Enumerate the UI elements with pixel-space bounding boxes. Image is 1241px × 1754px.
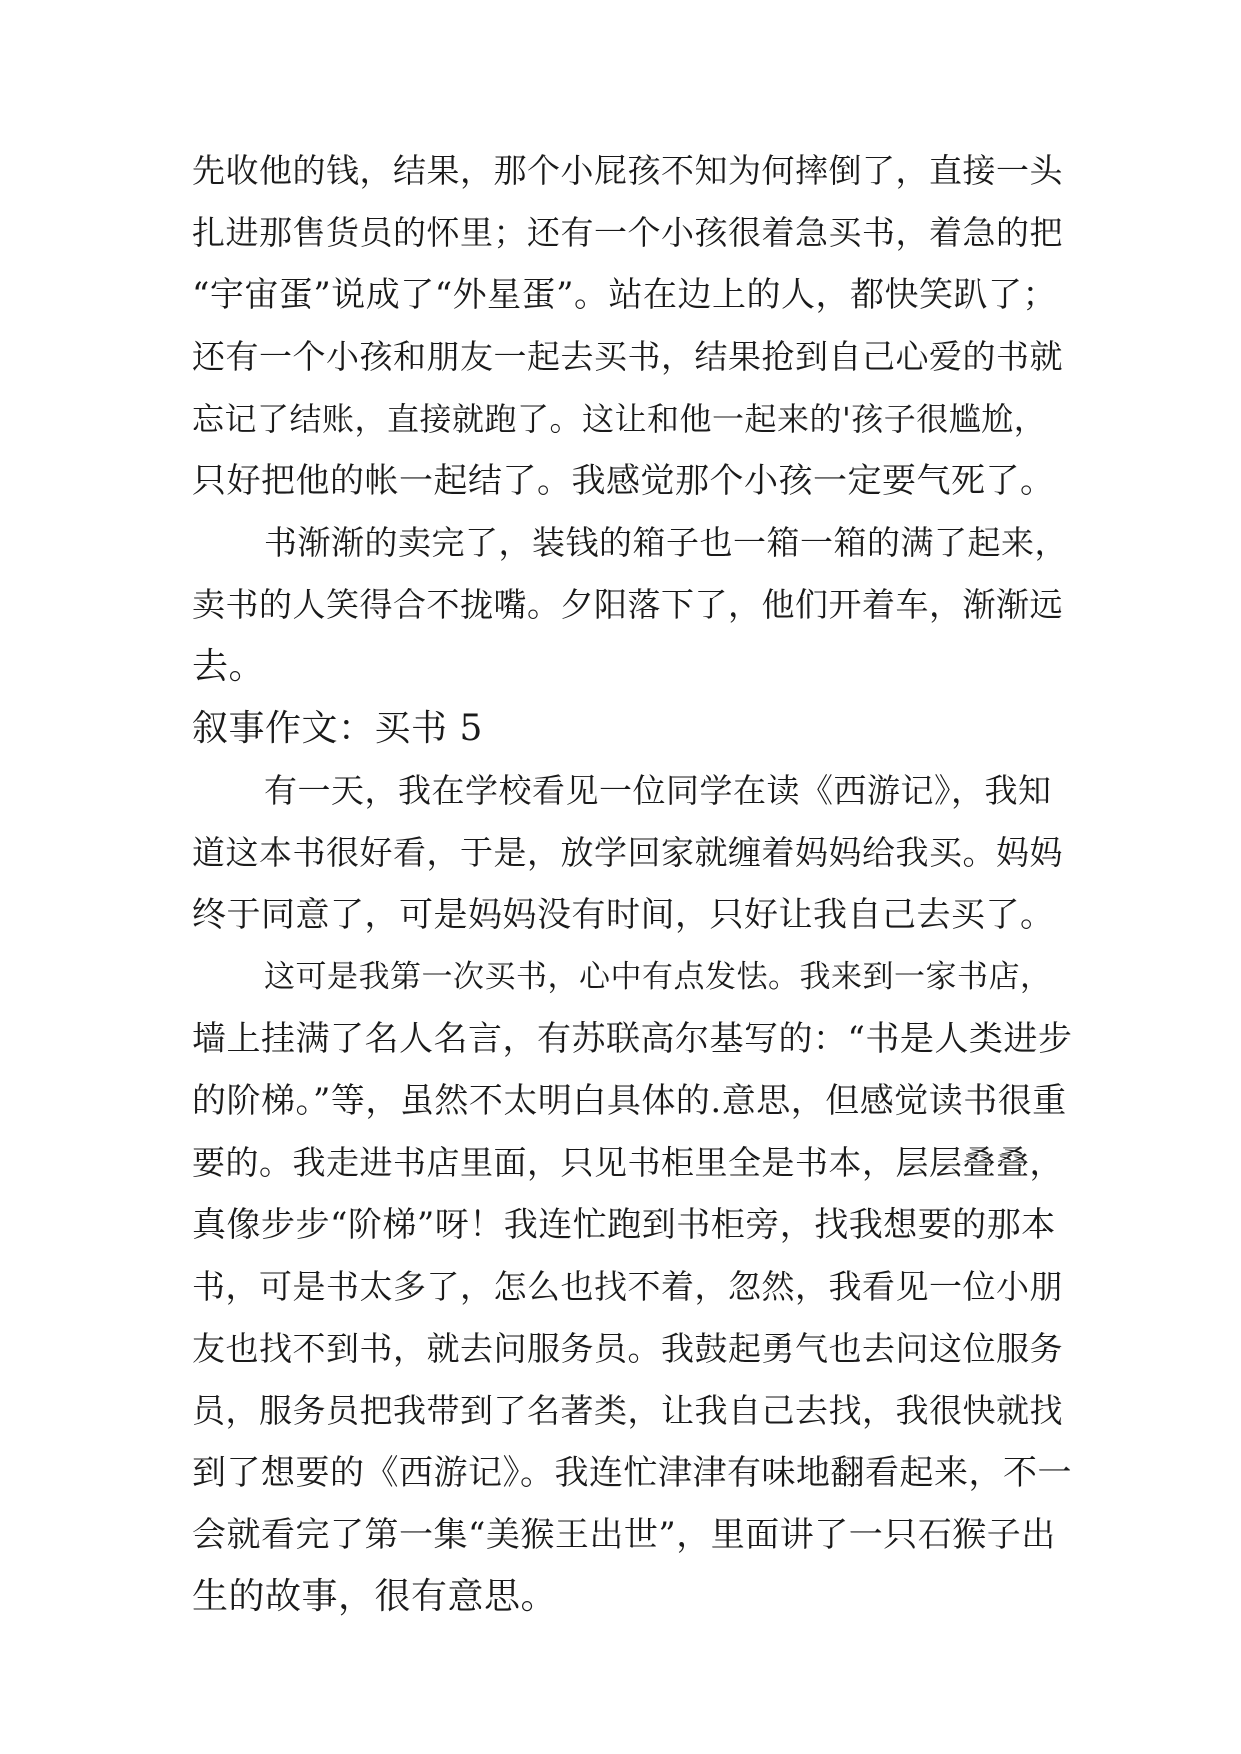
- text-line: 道这本书很好看，于是，放学回家就缠着妈妈给我买。妈妈: [192, 833, 1063, 872]
- text-line: 这可是我第一次买书，心中有点发怯。我来到一家书店，: [264, 959, 1052, 995]
- section-heading: 叙事作文：买书 5: [192, 708, 483, 749]
- text-line: 卖书的人笑得合不拢嘴。夕阳落下了，他们开着车，渐渐远: [192, 585, 1063, 624]
- section-heading-block: [192, 698, 1072, 760]
- text-line: 墙上挂满了名人名言，有苏联高尔基写的：“书是人类进步: [192, 1019, 1073, 1059]
- text-line: 员，服务员把我带到了名著类，让我自己去找，我很快就找: [192, 1391, 1063, 1430]
- text-line: 书渐渐的卖完了，装钱的箱子也一箱一箱的满了起来，: [264, 523, 1068, 562]
- text-line: 要的。我走进书店里面，只见书柜里全是书本，层层叠叠，: [192, 1143, 1063, 1182]
- paragraph-4: [192, 946, 1072, 1628]
- paragraph-2: [192, 512, 1072, 698]
- text-line: 还有一个小孩和朋友一起去买书，结果抢到自己心爱的书就: [192, 337, 1063, 376]
- paragraph-1: [192, 140, 1072, 512]
- text-line: 先收他的钱，结果，那个小屁孩不知为何摔倒了，直接一头: [192, 151, 1063, 190]
- paragraph-3: [192, 760, 1072, 946]
- text-line: 生的故事，很有意思。: [192, 1576, 558, 1617]
- text-line: 终于同意了，可是妈妈没有时间，只好让我自己去买了。: [192, 895, 1055, 935]
- text-line: 有一天，我在学校看见一位同学在读《西游记》，我知: [264, 771, 1052, 810]
- text-line: 忘记了结账，直接就跑了。这让和他一起来的'孩子很尴尬，: [192, 400, 1047, 438]
- text-line: 书，可是书太多了，怎么也找不着，忽然，我看见一位小朋: [192, 1267, 1063, 1306]
- text-line: 友也找不到书，就去问服务员。我鼓起勇气也去问这位服务: [192, 1329, 1063, 1368]
- text-line: 去。: [192, 646, 266, 687]
- text-line: 真像步步“阶梯”呀！我连忙跑到书柜旁，找我想要的那本: [192, 1205, 1056, 1245]
- text-line: 到了想要的《西游记》。我连忙津津有味地翻看起来，不一: [192, 1453, 1072, 1493]
- text-line: 扎进那售货员的怀里；还有一个小孩很着急买书，着急的把: [192, 213, 1063, 252]
- text-line: “宇宙蛋”说成了“外星蛋”。站在边上的人，都快笑趴了；: [192, 275, 1058, 315]
- text-line: 会就看完了第一集“美猴王出世”，里面讲了一只石猴子出: [192, 1515, 1056, 1555]
- text-line: 的阶梯。”等，虽然不太明白具体的.意思，但感觉读书很重: [192, 1081, 1067, 1121]
- text-line: 只好把他的帐一起结了。我感觉那个小孩一定要气死了。: [192, 461, 1055, 501]
